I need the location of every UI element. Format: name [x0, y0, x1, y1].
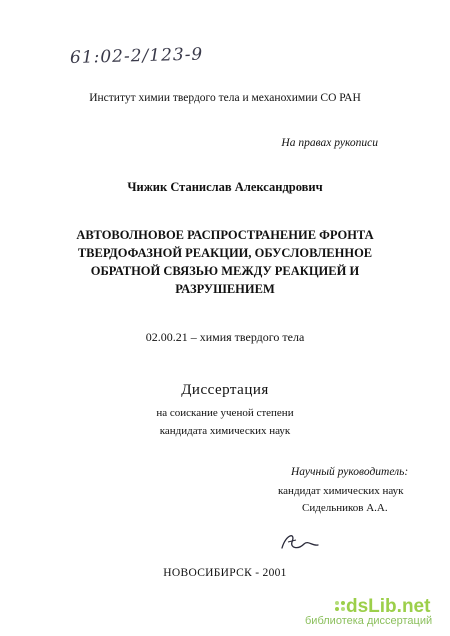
title-line: ТВЕРДОФАЗНОЙ РЕАКЦИИ, ОБУСЛОВЛЕННОЕ	[77, 246, 373, 260]
specialty-code: 02.00.21 – химия твердого тела	[145, 330, 305, 344]
title-line: АВТОВОЛНОВОЕ РАСПРОСТРАНЕНИЕ ФРОНТА	[76, 228, 374, 242]
degree-line: кандидата химических наук	[159, 425, 291, 437]
author-name: Чижик Станислав Александрович	[127, 180, 323, 194]
manuscript-rights-note: На правах рукописи	[281, 137, 378, 149]
supervisor-signature	[278, 528, 320, 556]
title-line: РАЗРУШЕНИЕМ	[175, 282, 275, 296]
dissertation-title	[70, 226, 380, 298]
watermark-caption: библиотека диссертаций	[305, 615, 433, 627]
supervisor-name: Сидельников А.А.	[302, 502, 388, 514]
degree-line: на соискание ученой степени	[156, 407, 294, 419]
document-type: Диссертация	[181, 382, 269, 398]
title-line: ОБРАТНОЙ СВЯЗЬЮ МЕЖДУ РЕАКЦИЕЙ И	[90, 264, 360, 278]
city-year: НОВОСИБИРСК - 2001	[163, 567, 287, 579]
watermark-brand: dsLib.net	[346, 596, 431, 617]
supervisor-role: Научный руководитель:	[291, 466, 409, 478]
handwritten-catalog-number: 61:02-2/123-9	[69, 44, 204, 68]
supervisor-degree: кандидат химических наук	[278, 485, 404, 497]
institute-name: Институт химии твердого тела и механохимии СО РАН	[89, 92, 361, 104]
watermark-dots-icon	[334, 600, 346, 612]
